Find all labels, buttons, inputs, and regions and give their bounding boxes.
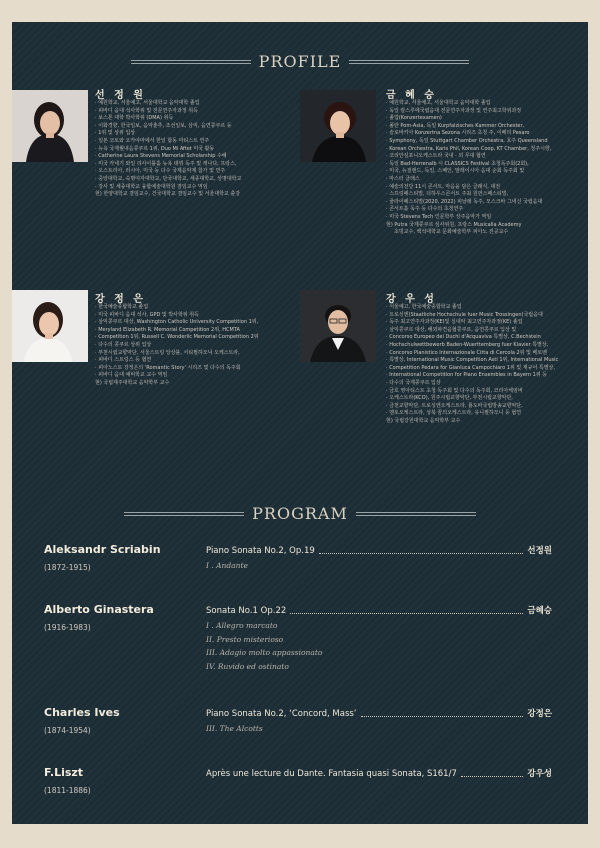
bio-line: · 다수의 국제콩쿠르 입상 <box>386 380 558 388</box>
performer-name: 금 혜 승 <box>386 90 437 101</box>
performer-bio <box>386 100 551 237</box>
performer-bio <box>95 304 259 388</box>
performer-bio <box>386 304 558 426</box>
bio-line: · 부천시립교향악단, 서울스트링 앙상블, 서티필하모닉 오케스트라, <box>95 350 259 358</box>
movement: II. Presto misterioso <box>206 634 284 644</box>
work-line <box>206 544 552 556</box>
work-performer: 강우성 <box>527 769 552 779</box>
bio-line: · Concorso Pianistico Internazionale Citta di Cercola 2위 및 베토벤 <box>386 350 558 358</box>
bio-line: · 미국, 뉴질랜드, 독일, 스페인, 말레이시아 음대 순회 독주회 및 <box>386 168 551 176</box>
bio-line: · 이화경향, 한국일보, 음악춘추, 조선일보, 삼익, 음연콩쿠르 등 <box>95 123 241 131</box>
dot-leader <box>361 716 524 717</box>
bio-line: · Hochschulwettbewerb Baden-Wuerttemberg fuer Klavier 특별상, <box>386 342 558 350</box>
performer-photo-geum <box>300 90 376 162</box>
heading-rule-right <box>349 60 469 64</box>
bio-line: · 예술의전당 11시 콘서트, 마음을 담은 클래식, 대전 <box>386 184 551 192</box>
movement-list <box>206 559 248 573</box>
bio-line: · 강사 및 세종대학교 융합예술대학원 겸임교수 역임 <box>95 184 241 192</box>
bio-line: · 1위 및 상위 입상 <box>95 130 241 138</box>
work-line <box>206 604 552 616</box>
heading-rule-left <box>131 60 251 64</box>
bio-line: · 줄라이페스티벌(2020, 2022) 피날레 독주, 모스크바 그네신 국립음대 <box>386 199 551 207</box>
movement: I . Allegro marcato <box>206 621 278 630</box>
bio-line: · International Competition for Piano Ensembles in Bayern 1위 등 <box>386 372 558 380</box>
bio-line: · 미국 카네기 와일 리사이틀홀 뉴욕 데뷔 독주 및 캐나다, 프랑스, <box>95 161 241 169</box>
performer-name: 선 정 원 <box>95 90 146 101</box>
bio-current: 현) Putra 국제콩쿠르 심사위원, 프랑스 Musicalla Academy <box>386 221 522 228</box>
bio-line: · Catherine Laura Stevens Memorial Scholarship 수혜 <box>95 153 241 161</box>
bio-line: · 금호 영아티스트 초청 독주회 및 다수의 독주회, 코리아체임버 <box>386 388 558 396</box>
movement-list <box>206 722 263 736</box>
bio-line: · 일본 코토와 오카야마에서 한일 합동 마티스트 연주 <box>95 138 241 146</box>
program-panel <box>12 22 588 824</box>
bio-line: · 피바디 음대 석사학위 및 전문연주자과정 취득 <box>95 108 241 116</box>
bio-line: · 보스톤 대학 박사학위 (DMA) 취득 <box>95 115 241 123</box>
bio-line: · 피아노스토 강정은의 'Romantic Story' 시리즈 및 다수의 독주회 <box>95 365 259 373</box>
bio-line: · 미국 Stevens Tech 인문학부 상주음악가 역임 <box>386 214 551 222</box>
movement: IV. Ruvido ed ostinato <box>206 661 289 671</box>
performer-photo-sun <box>12 90 88 162</box>
bio-line: · 스프링페스티벌, 더하우스콘서트 주최 원먼스페스티벌, <box>386 191 551 199</box>
composer-name: Aleksandr Scriabin <box>44 543 161 556</box>
program-title: PROGRAM <box>252 504 348 523</box>
performer-photo-kang-woosung <box>300 290 376 362</box>
bio-line: · 뉴욕 국제월내음콩쿠르 1위, Duo Mi Aftet 미국 활동 <box>95 146 241 154</box>
bio-current: 현) 국립강원대학교 음악학부 교수 <box>386 417 461 424</box>
work-title: Sonata No.1 Op.22 <box>206 606 287 616</box>
bio-line: · Symphony, 독일 Stuttgart Chamber Orchestra, 호주 Queensland <box>386 138 551 146</box>
bio-line: · 독일 칼스루에국립음대 전문연주자과정 및 연주최고학위과정 <box>386 108 551 116</box>
bio-line: · Concorso Europeo dei Duchi d'Acquaviva 특별상, C.Bechstein <box>386 334 558 342</box>
performer-name: 강 정 은 <box>95 294 146 305</box>
movement: III. Adagio molto appassionato <box>206 648 323 657</box>
bio-current: 초빙교수, 백석대학교 문화예술학부 피아노 전공교수 <box>394 229 509 236</box>
bio-line: · 피바디 음대 예비학교 교수 역임 <box>95 372 259 380</box>
performer-photo-kang-jeongeun <box>12 290 88 362</box>
bio-line: · 폴란 Pom-Asia, 독일 Kurpfalzisches Kammer Orchester, <box>386 123 551 131</box>
bio-line: · 마스터 클래스 <box>386 176 551 184</box>
work-line <box>206 767 552 779</box>
bio-line: · 중앙대학교, 숙명여자대학교, 단국대학교, 세종대학교, 상명대학교 <box>95 176 241 184</box>
work-title: Après une lecture du Dante. Fantasia quasi Sonata, S161/7 <box>206 769 457 779</box>
composer-years: (1872-1915) <box>44 563 91 572</box>
bio-line: · 특별상, International Music Competition Asti 1위, International Music <box>386 357 558 365</box>
profile-title: PROFILE <box>258 52 342 71</box>
work-performer: 금혜승 <box>527 606 552 616</box>
bio-line: · 졸업(Konzertexamen) <box>386 115 551 123</box>
work-title: Piano Sonata No.2, ‘Concord, Mass’ <box>206 709 357 719</box>
movement: III. The Alcotts <box>206 724 263 733</box>
movement-list <box>206 619 322 673</box>
bio-line: · 오케스트라(KCO), 원주시립교향악단, 부천시립교향악단, <box>386 395 558 403</box>
work-title: Piano Sonata No.2, Op.19 <box>206 546 315 556</box>
heading-rule-left <box>124 512 244 516</box>
bio-line: · Korean Orchestra, Karis Phil, Korean Coop, KT Chamber, 청주시향, <box>386 146 551 154</box>
bio-line: · 코리안심포니오케스트라 국내 · 외 무대 협연 <box>386 153 551 161</box>
bio-line: · 콘서트홀 독주 등 다수의 초청연주 <box>386 206 551 214</box>
dot-leader <box>290 613 523 614</box>
composer-years: (1811-1886) <box>44 786 91 795</box>
profile-heading <box>12 52 588 71</box>
program-heading <box>12 504 588 523</box>
bio-line: · 오스트리아, 러시아, 미국 등 다수 국제음악제 참가 및 연주 <box>95 168 241 176</box>
bio-line: · 금천교향악단, 트로싱엔오케스트라, 룔도바국립방송교향악단, <box>386 403 558 411</box>
bio-line: · Competition 1위, Russell C. Wonderlic Memorial Competition 2위 <box>95 334 259 342</box>
heading-rule-right <box>356 512 476 516</box>
work-performer: 선정원 <box>527 546 552 556</box>
bio-line: · Meryland Elizabeth R. Memorial Competition 2위, HCMTA <box>95 327 259 335</box>
bio-line: · 미국 피바디 음대 석사, GPD 및 박사학위 취득 <box>95 312 259 320</box>
composer-years: (1916-1983) <box>44 623 91 632</box>
bio-line: · 트로싱엔(Staatliche Hochschule fuer Music Trossingen)국립음대 <box>386 312 558 320</box>
bio-line: · 다수의 콩쿠르 상위 입상 <box>95 342 259 350</box>
bio-current: 현) 한양대학교 겸임교수, 건국대학교 겸임교수 및 서울대학교 출강 <box>95 191 241 198</box>
bio-line: · 삼익콩쿠르 대상, Washington Catholic University Competition 1위, <box>95 319 259 327</box>
performer-name: 강 우 성 <box>386 294 437 305</box>
bio-line: · 멘토오케스트라, 성북 꿈의오케스트라, 유니필하모니 등 협연 <box>386 410 558 418</box>
composer-years: (1874-1954) <box>44 726 91 735</box>
bio-line: · 피바디 스트링스 등 협연 <box>95 357 259 365</box>
bio-line: · 삼익콩쿠르 대상, 해외파견음협콩쿠르, 음연콩쿠르 입상 및 <box>386 327 558 335</box>
bio-line: · 슬로바키아 Konzertna Sezona 시리즈 초청 주, 이베리 Pesaro <box>386 130 551 138</box>
bio-current: 현) 국립제주대학교 음악학부 교수 <box>95 379 170 386</box>
bio-line: · 한국예술종합학교 졸업 <box>95 304 259 312</box>
composer-name: F.Liszt <box>44 766 84 779</box>
dot-leader <box>461 776 524 777</box>
work-line <box>206 707 552 719</box>
performer-bio <box>95 100 241 199</box>
bio-line: · 예원학교, 서울예고, 서울대학교 음악대학 졸업 <box>386 100 551 108</box>
bio-line: · 독일 Bad-Herrenalb 시 CLASSICS Festival 초청독주회(2회), <box>386 161 551 169</box>
composer-name: Alberto Ginastera <box>44 603 154 616</box>
bio-line: · Competition Pedara for Gianluca Campochiaro 1위 및 재규어 특별상, <box>386 365 558 373</box>
bio-line: · 독주 최고연주자과정(KE)및 실내악 최고연주자과정(KE) 졸업 <box>386 319 558 327</box>
bio-line: · 예원학교, 서울예고, 서울대학교 음악대학 졸업 <box>95 100 241 108</box>
movement: I . Andante <box>206 561 248 570</box>
bio-line: · 서울예고, 한국예술종합학교 졸업 <box>386 304 558 312</box>
dot-leader <box>319 553 524 554</box>
work-performer: 강정은 <box>527 709 552 719</box>
composer-name: Charles Ives <box>44 706 120 719</box>
